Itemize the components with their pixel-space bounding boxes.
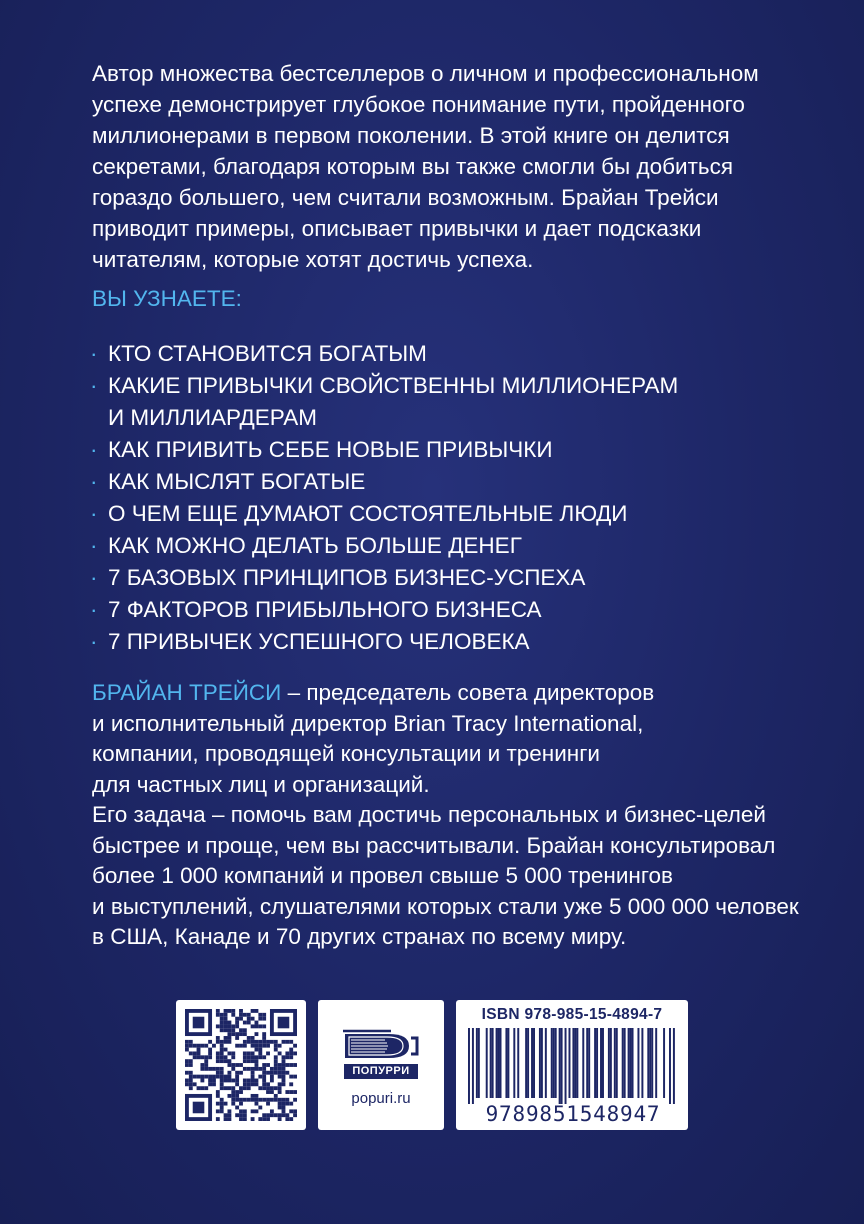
intro-line: секретами, благодаря которым вы также смогли бы добиться	[92, 154, 734, 179]
author-first-line-rest: – председатель совета директоров	[281, 680, 655, 705]
qr-code-box	[176, 1000, 306, 1130]
learn-list-item-text: 7 ФАКТОРОВ ПРИБЫЛЬНОГО БИЗНЕСА	[108, 597, 542, 622]
learn-list-item-text: КАК МОЖНО ДЕЛАТЬ БОЛЬШЕ ДЕНЕГ	[108, 533, 522, 558]
learn-heading: ВЫ УЗНАЕТЕ:	[92, 286, 242, 311]
learn-list-item	[88, 434, 788, 466]
intro-line: успехе демонстрирует глубокое понимание пути, пройденного	[92, 92, 745, 117]
author-line: быстрее и проще, чем вы рассчитывали. Брайан консультировал	[92, 832, 776, 858]
learn-list-item	[88, 530, 788, 562]
learn-list-item-text: О ЧЕМ ЕЩЕ ДУМАЮТ СОСТОЯТЕЛЬНЫЕ ЛЮДИ	[108, 501, 628, 526]
bullet-dot-icon: ·	[90, 501, 98, 526]
bullet-dot-icon: ·	[90, 597, 98, 622]
author-line: для частных лиц и организаций.	[92, 771, 430, 797]
intro-line: Автор множества бестселлеров о личном и профессиональном	[92, 61, 759, 86]
book-stack-logo-icon	[341, 1028, 421, 1064]
publisher-site[interactable]: popuri.ru	[351, 1090, 411, 1107]
learn-list-item	[88, 370, 788, 434]
intro-paragraph	[92, 58, 792, 275]
learn-list-item	[88, 626, 788, 658]
isbn-label: ISBN 978-985-15-4894-7	[481, 1006, 663, 1023]
bullet-dot-icon: ·	[90, 565, 98, 590]
intro-line: приводит примеры, описывает привычки и дает подсказки	[92, 216, 702, 241]
isbn-digits: 9789851548947	[485, 1102, 661, 1126]
learn-list-item	[88, 594, 788, 626]
author-line: и выступлений, слушателями которых стали уже 5 000 000 человек	[92, 893, 799, 919]
publisher-box	[318, 1000, 444, 1130]
barcode-icon	[468, 1028, 676, 1104]
learn-list-item	[88, 498, 788, 530]
author-name: БРАЙАН ТРЕЙСИ	[92, 680, 282, 705]
bullet-dot-icon: ·	[90, 437, 98, 462]
learn-list-item-text: И МИЛЛИАРДЕРАМ	[108, 405, 318, 430]
learn-list-item	[88, 562, 788, 594]
author-line: и исполнительный директор Brian Tracy International,	[92, 710, 644, 736]
intro-line: миллионерами в первом поколении. В этой книге он делится	[92, 123, 730, 148]
bullet-dot-icon: ·	[90, 469, 98, 494]
learn-list-item-text: КТО СТАНОВИТСЯ БОГАТЫМ	[108, 341, 427, 366]
learn-list	[88, 338, 788, 658]
learn-list-item-text: КАК ПРИВИТЬ СЕБЕ НОВЫЕ ПРИВЫЧКИ	[108, 437, 553, 462]
author-bio	[92, 678, 812, 953]
bullet-dot-icon: ·	[90, 629, 98, 654]
author-line: более 1 000 компаний и провел свыше 5 000 тренингов	[92, 863, 674, 888]
bullet-dot-icon: ·	[90, 341, 98, 366]
author-line: Его задача – помочь вам достичь персональных и бизнес-целей	[92, 802, 766, 827]
isbn-box	[456, 1000, 688, 1130]
learn-list-item	[88, 466, 788, 498]
author-line: в США, Канаде и 70 других странах по всему миру.	[92, 924, 627, 949]
qr-code-icon	[185, 1009, 297, 1121]
publisher-name: ПОПУРРИ	[344, 1064, 418, 1079]
learn-list-item	[88, 338, 788, 370]
learn-list-item-text: 7 БАЗОВЫХ ПРИНЦИПОВ БИЗНЕС-УСПЕХА	[108, 565, 586, 590]
learn-list-item-text: КАКИЕ ПРИВЫЧКИ СВОЙСТВЕННЫ МИЛЛИОНЕРАМ	[108, 373, 679, 398]
author-line: компании, проводящей консультации и тренинги	[92, 741, 600, 766]
intro-line: читателям, которые хотят достичь успеха.	[92, 247, 534, 272]
learn-list-item-text: КАК МЫСЛЯТ БОГАТЫЕ	[108, 469, 366, 494]
learn-list-item-text: 7 ПРИВЫЧЕК УСПЕШНОГО ЧЕЛОВЕКА	[108, 629, 530, 654]
bullet-dot-icon: ·	[90, 373, 98, 398]
bullet-dot-icon: ·	[90, 533, 98, 558]
author-first-line	[92, 678, 812, 709]
intro-line: гораздо большего, чем считали возможным. Брайан Трейси	[92, 185, 719, 210]
